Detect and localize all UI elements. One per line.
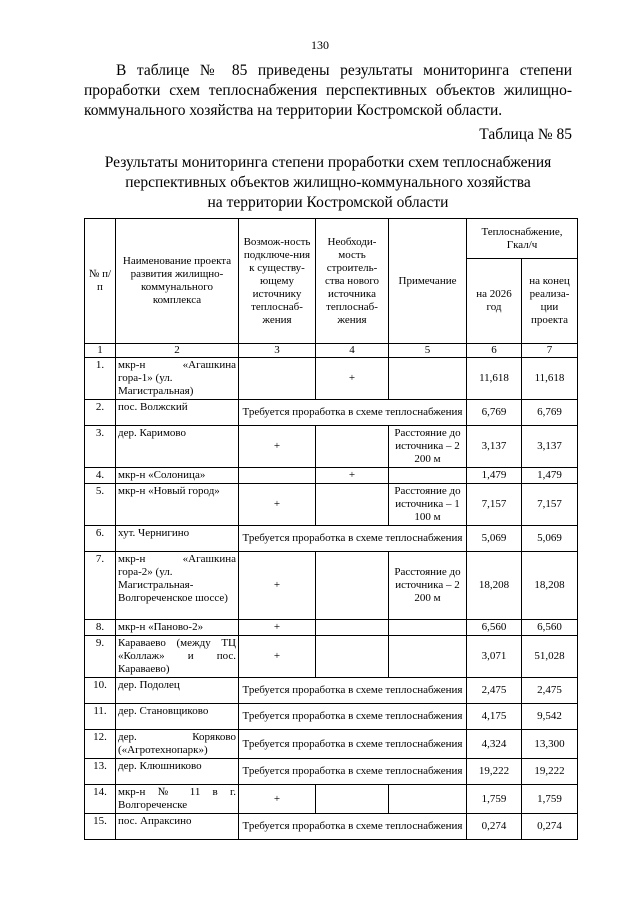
row-end: 1,759 [522, 785, 578, 814]
row-name: мкр-н «Солоница» [116, 468, 239, 484]
row-end: 11,618 [522, 358, 578, 400]
table-row [85, 759, 578, 785]
row-2026: 3,137 [467, 426, 522, 468]
row-end: 51,028 [522, 636, 578, 678]
row-num: 4. [85, 468, 116, 484]
table-row [85, 730, 578, 759]
row-connect: + [239, 552, 316, 620]
row-num: 7. [85, 552, 116, 620]
row-connect [239, 468, 316, 484]
row-name [116, 552, 239, 620]
row-name: дер. Становщиково [116, 704, 239, 730]
row-end: 18,208 [522, 552, 578, 620]
row-build: + [316, 358, 389, 400]
row-connect: + [239, 620, 316, 636]
row-name: пос. Волжский [116, 400, 239, 426]
row-2026: 11,618 [467, 358, 522, 400]
row-2026: 3,071 [467, 636, 522, 678]
table-title-line: на территории Костромской области [207, 194, 449, 211]
header-connect: Возмож-ность подключе-ния к существу-ющему источнику теплоснаб-жения [239, 219, 316, 344]
row-merged-note: Требуется проработка в схеме теплоснабжения [239, 759, 467, 785]
row-end: 6,769 [522, 400, 578, 426]
table-label: Таблица № 85 [479, 126, 572, 143]
row-end: 9,542 [522, 704, 578, 730]
row-2026: 18,208 [467, 552, 522, 620]
row-merged-note: Требуется проработка в схеме теплоснабжения [239, 526, 467, 552]
row-num: 10. [85, 678, 116, 704]
row-end: 7,157 [522, 484, 578, 526]
column-index: 2 [116, 344, 239, 358]
table-row [85, 468, 578, 484]
row-name-line: гора-1» (ул. Магистральная) [118, 372, 194, 397]
row-name: мкр-н № 11 в г. Волгореченске [116, 785, 239, 814]
table-row [85, 704, 578, 730]
row-connect: + [239, 426, 316, 468]
row-num: 8. [85, 620, 116, 636]
row-2026: 0,274 [467, 814, 522, 840]
table-row [85, 620, 578, 636]
row-name: дер. Подолец [116, 678, 239, 704]
row-num: 1. [85, 358, 116, 400]
row-2026: 1,479 [467, 468, 522, 484]
row-name: дер. Каримово [116, 426, 239, 468]
row-merged-note: Требуется проработка в схеме теплоснабжения [239, 678, 467, 704]
table-title [84, 153, 572, 213]
row-merged-note: Требуется проработка в схеме теплоснабжения [239, 814, 467, 840]
header-num: № п/п [85, 219, 116, 344]
table-row [85, 636, 578, 678]
header-note: Примечание [389, 219, 467, 344]
row-name [116, 358, 239, 400]
row-merged-note: Требуется проработка в схеме теплоснабжения [239, 704, 467, 730]
row-name: мкр-н «Паново-2» [116, 620, 239, 636]
row-end: 5,069 [522, 526, 578, 552]
row-note: Расстояние до источника – 2 200 м [389, 552, 467, 620]
table-row [85, 678, 578, 704]
row-merged-note: Требуется проработка в схеме теплоснабжения [239, 730, 467, 759]
row-name-line: мкр-н «Агашкина [118, 553, 236, 565]
table-row [85, 814, 578, 840]
row-2026: 1,759 [467, 785, 522, 814]
row-2026: 4,324 [467, 730, 522, 759]
row-connect: + [239, 484, 316, 526]
table-title-line: перспективных объектов жилищно-коммунального хозяйства [125, 174, 531, 191]
row-end: 2,475 [522, 678, 578, 704]
row-2026: 19,222 [467, 759, 522, 785]
table-row [85, 484, 578, 526]
row-build [316, 620, 389, 636]
header-build: Необходи-мость строитель-ства нового источника теплоснаб-жения [316, 219, 389, 344]
row-connect: + [239, 785, 316, 814]
page-number: 130 [311, 38, 329, 52]
row-num: 5. [85, 484, 116, 526]
row-end: 3,137 [522, 426, 578, 468]
row-2026: 2,475 [467, 678, 522, 704]
row-name: хут. Чернигино [116, 526, 239, 552]
row-name: дер. Коряково («Агротехнопарк») [116, 730, 239, 759]
row-2026: 4,175 [467, 704, 522, 730]
row-note [389, 636, 467, 678]
row-num: 15. [85, 814, 116, 840]
table-row [85, 552, 578, 620]
row-merged-note: Требуется проработка в схеме теплоснабжения [239, 400, 467, 426]
row-name: дер. Клюшниково [116, 759, 239, 785]
row-note [389, 468, 467, 484]
column-index: 7 [522, 344, 578, 358]
header-end: на конец реализа-ции проекта [522, 259, 578, 344]
row-2026: 5,069 [467, 526, 522, 552]
row-note: Расстояние до источника – 2 200 м [389, 426, 467, 468]
table-row [85, 526, 578, 552]
column-index-row [85, 344, 578, 358]
row-num: 3. [85, 426, 116, 468]
row-2026: 6,769 [467, 400, 522, 426]
row-end: 0,274 [522, 814, 578, 840]
row-build: + [316, 468, 389, 484]
row-end: 19,222 [522, 759, 578, 785]
row-name: Караваево (между ТЦ «Коллаж» и пос. Караваево) [116, 636, 239, 678]
row-build [316, 426, 389, 468]
table-row [85, 785, 578, 814]
header-heat: Теплоснабжение, Гкал/ч [467, 219, 578, 259]
row-end: 6,560 [522, 620, 578, 636]
row-num: 13. [85, 759, 116, 785]
column-index: 3 [239, 344, 316, 358]
header-row [85, 219, 578, 259]
column-index: 6 [467, 344, 522, 358]
row-num: 14. [85, 785, 116, 814]
row-num: 9. [85, 636, 116, 678]
table-title-line: Результаты мониторинга степени проработки схем теплоснабжения [104, 154, 552, 171]
row-name: пос. Апраксино [116, 814, 239, 840]
row-num: 2. [85, 400, 116, 426]
row-num: 11. [85, 704, 116, 730]
row-build [316, 552, 389, 620]
row-connect: + [239, 636, 316, 678]
table-row [85, 358, 578, 400]
row-num: 12. [85, 730, 116, 759]
column-index: 4 [316, 344, 389, 358]
row-2026: 6,560 [467, 620, 522, 636]
row-name: мкр-н «Новый город» [116, 484, 239, 526]
row-end: 13,300 [522, 730, 578, 759]
row-note [389, 785, 467, 814]
table-row [85, 426, 578, 468]
intro-paragraph: В таблице № 85 приведены результаты мониторинга степени проработки схем теплоснабжения перспективных объектов жилищно-коммунального хозяйства на территории Костромской области. [84, 62, 572, 119]
table-row [85, 400, 578, 426]
row-end: 1,479 [522, 468, 578, 484]
row-2026: 7,157 [467, 484, 522, 526]
monitoring-table [84, 218, 578, 840]
row-build [316, 785, 389, 814]
row-num: 6. [85, 526, 116, 552]
row-build [316, 636, 389, 678]
row-name-line: мкр-н «Агашкина [118, 359, 236, 371]
header-name: Наименование проекта развития жилищно-коммунального комплекса [116, 219, 239, 344]
column-index: 1 [85, 344, 116, 358]
column-index: 5 [389, 344, 467, 358]
row-note [389, 358, 467, 400]
row-note: Расстояние до источника – 1 100 м [389, 484, 467, 526]
row-note [389, 620, 467, 636]
row-connect [239, 358, 316, 400]
row-name-line: гора-2» (ул. Магистральная-Волгореченское шоссе) [118, 566, 228, 604]
row-build [316, 484, 389, 526]
header-2026: на 2026 год [467, 259, 522, 344]
